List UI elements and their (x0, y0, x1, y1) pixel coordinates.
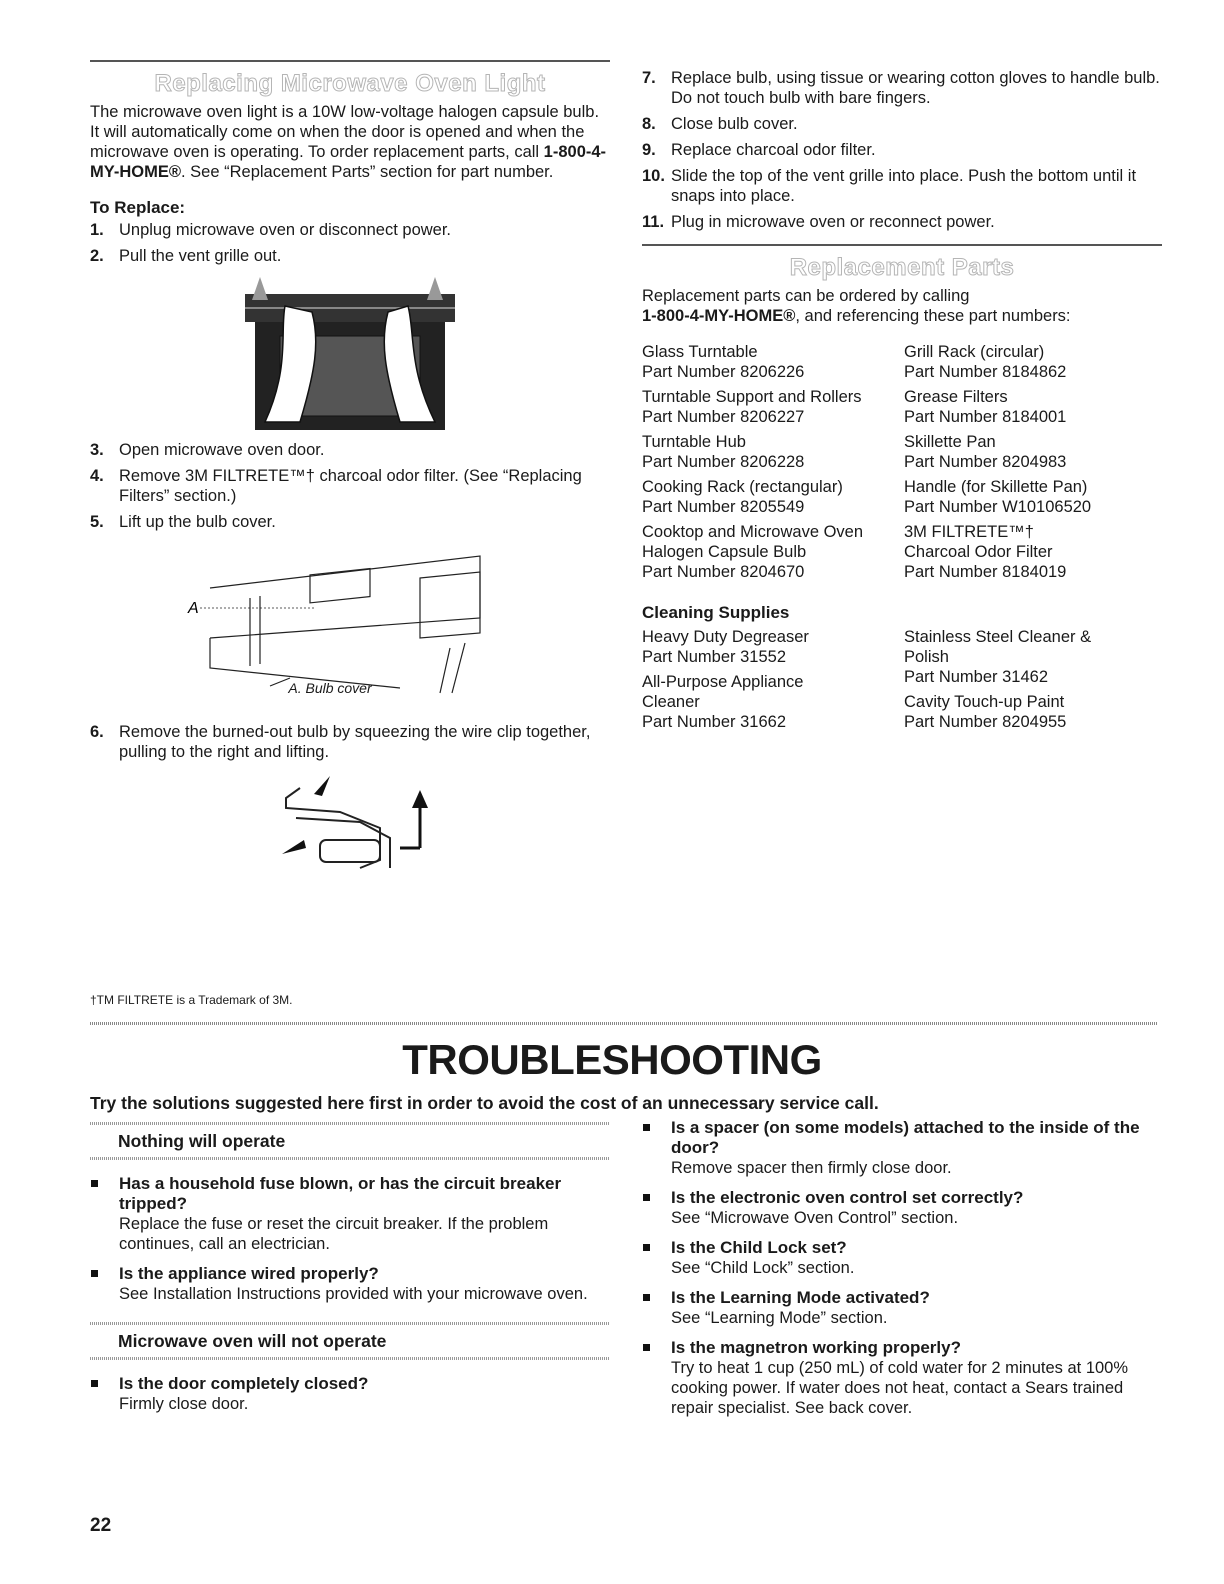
part-line: Halogen Capsule Bulb (642, 543, 807, 561)
question: Is the Child Lock set? (671, 1238, 847, 1257)
part-line: Part Number 8206227 (642, 408, 805, 426)
troubleshooting-title: TROUBLESHOOTING (402, 1036, 822, 1083)
step-number: 8. (642, 115, 656, 133)
step-number: 11. (642, 213, 665, 231)
part-line: Grill Rack (circular) (904, 343, 1045, 361)
light-section-title: Replacing Microwave Oven Light (154, 70, 546, 97)
part-line: Stainless Steel Cleaner & (904, 628, 1092, 646)
part-entry (642, 672, 904, 732)
section-divider (90, 60, 610, 62)
group-will-not-operate (90, 1374, 610, 1414)
step-text: Remove 3M FILTRETE™† charcoal odor filter. (See “Replacing Filters” section.) (119, 467, 582, 505)
part-line: Part Number W10106520 (904, 498, 1092, 516)
square-bullet-icon (643, 1244, 650, 1251)
group-heading-will-not-operate: Microwave oven will not operate (118, 1331, 387, 1351)
step-text: Close bulb cover. (671, 115, 798, 133)
part-entry (904, 692, 1162, 732)
step-item (642, 166, 1162, 206)
part-line: Part Number 31462 (904, 668, 1048, 686)
troubleshooting-item (642, 1118, 1162, 1178)
step-item (90, 440, 610, 460)
question: Has a household fuse blown, or has the circuit breaker tripped? (119, 1174, 562, 1213)
square-bullet-icon (643, 1344, 650, 1351)
section-divider (642, 244, 1162, 246)
part-line: 3M FILTRETE™† (904, 523, 1034, 541)
group-rule (90, 1322, 610, 1325)
parts-column-left (642, 342, 904, 587)
step-item (90, 220, 610, 240)
part-line: Part Number 8205549 (642, 498, 805, 516)
step-item (642, 140, 1162, 160)
cleaning-grid (642, 627, 1162, 737)
part-entry (642, 432, 904, 472)
step-number: 10. (642, 167, 665, 185)
part-line: Part Number 8184019 (904, 563, 1067, 581)
part-line: Turntable Support and Rollers (642, 388, 862, 406)
part-line: Part Number 8184001 (904, 408, 1067, 426)
phone-number: 1-800-4-MY-HOME® (642, 307, 796, 325)
cleaning-column-right (904, 627, 1162, 737)
step-number: 4. (90, 467, 104, 485)
part-entry (642, 387, 904, 427)
part-line: Part Number 8204670 (642, 563, 805, 581)
part-line: Part Number 8184862 (904, 363, 1067, 381)
part-line: Cleaner (642, 693, 700, 711)
part-line: Part Number 8206228 (642, 453, 805, 471)
step-item (642, 114, 1162, 134)
group-rule (90, 1157, 610, 1160)
part-entry (904, 432, 1162, 472)
parts-section-title: Replacement Parts (789, 254, 1015, 281)
parts-column-right (904, 342, 1162, 587)
part-line: Skillette Pan (904, 433, 996, 451)
part-line: Part Number 8204955 (904, 713, 1067, 731)
part-line: Part Number 31662 (642, 713, 786, 731)
step-number: 7. (642, 69, 656, 87)
step-item (642, 68, 1162, 108)
part-line: Polish (904, 648, 949, 666)
steps-list (90, 220, 610, 266)
step-text: Slide the top of the vent grille into place. Push the bottom until it snaps into place. (671, 167, 1137, 205)
step-item (642, 212, 1162, 232)
step-text: Remove the burned-out bulb by squeezing the wire clip together, pulling to the right and lifting. (119, 723, 591, 761)
troubleshooting-left-column (90, 1122, 610, 1424)
parts-intro: Replacement parts can be ordered by calling 1-800-4-MY-HOME®, and referencing these part numbers: (642, 287, 1071, 325)
group-continued (642, 1118, 1162, 1418)
step-text: Replace bulb, using tissue or wearing cotton gloves to handle bulb. Do not touch bulb with bare fingers. (671, 69, 1160, 107)
part-entry (642, 522, 904, 582)
step-text: Pull the vent grille out. (119, 247, 282, 265)
part-line: Part Number 8204983 (904, 453, 1067, 471)
question: Is a spacer (on some models) attached to the inside of the door? (671, 1118, 1140, 1157)
answer: See “Child Lock” section. (671, 1259, 855, 1277)
step-number: 2. (90, 247, 104, 265)
answer: Try to heat 1 cup (250 mL) of cold water for 2 minutes at 100% cooking power. If water does not heat, contact a Sears trained repair specialist. See back cover. (671, 1359, 1129, 1417)
vent-grille-figure (90, 272, 610, 440)
troubleshooting-right-column (642, 1108, 1162, 1428)
right-column (642, 60, 1162, 737)
bulb-removal-figure (90, 768, 610, 888)
group-nothing-operates (90, 1174, 610, 1304)
cleaning-column-left (642, 627, 904, 737)
figure-caption: A. Bulb cover (288, 680, 372, 696)
square-bullet-icon (91, 1180, 98, 1187)
part-entry (904, 477, 1162, 517)
part-entry (904, 522, 1162, 582)
step-number: 1. (90, 221, 104, 239)
part-line: Heavy Duty Degreaser (642, 628, 809, 646)
part-line: Cooktop and Microwave Oven (642, 523, 864, 541)
part-entry (642, 342, 904, 382)
square-bullet-icon (643, 1194, 650, 1201)
parts-grid (642, 342, 1162, 587)
part-line: All-Purpose Appliance (642, 673, 804, 691)
square-bullet-icon (643, 1294, 650, 1301)
step-item (90, 246, 610, 266)
left-column (90, 60, 610, 888)
troubleshooting-intro: Try the solutions suggested here first in order to avoid the cost of an unnecessary service call. (90, 1093, 879, 1113)
bulb-cover-illustration (90, 538, 610, 698)
question: Is the door completely closed? (119, 1374, 369, 1393)
answer: Remove spacer then firmly close door. (671, 1159, 952, 1177)
step-number: 3. (90, 441, 104, 459)
answer: See Installation Instructions provided with your microwave oven. (119, 1285, 588, 1303)
question: Is the magnetron working properly? (671, 1338, 961, 1357)
part-line: Charcoal Odor Filter (904, 543, 1053, 561)
figure-label-a: A (188, 600, 199, 617)
part-entry (904, 342, 1162, 382)
answer: Replace the fuse or reset the circuit breaker. If the problem continues, call an electrician. (119, 1215, 549, 1253)
group-rule (90, 1357, 610, 1360)
troubleshooting-item (642, 1188, 1162, 1228)
group-rule (90, 1122, 610, 1125)
steps-list (90, 440, 610, 532)
to-replace-heading: To Replace: (90, 198, 186, 217)
troubleshooting-item (90, 1264, 610, 1304)
cleaning-supplies-heading: Cleaning Supplies (642, 603, 790, 622)
answer: Firmly close door. (119, 1395, 249, 1413)
steps-list (642, 68, 1162, 232)
square-bullet-icon (91, 1380, 98, 1387)
question: Is the appliance wired properly? (119, 1264, 379, 1283)
question: Is the electronic oven control set correctly? (671, 1188, 1024, 1207)
bulb-removal-illustration (90, 768, 610, 888)
part-entry (642, 477, 904, 517)
part-line: Glass Turntable (642, 343, 758, 361)
square-bullet-icon (91, 1270, 98, 1277)
square-bullet-icon (643, 1124, 650, 1131)
answer: See “Microwave Oven Control” section. (671, 1209, 959, 1227)
step-number: 9. (642, 141, 656, 159)
step-item (90, 722, 610, 762)
troubleshooting-item (90, 1374, 610, 1414)
answer: See “Learning Mode” section. (671, 1309, 888, 1327)
group-heading-nothing-operates: Nothing will operate (118, 1131, 286, 1151)
bulb-cover-figure (90, 538, 610, 716)
part-line: Part Number 8206226 (642, 363, 805, 381)
step-item (90, 512, 610, 532)
step-text: Unplug microwave oven or disconnect power. (119, 221, 452, 239)
part-line: Part Number 31552 (642, 648, 786, 666)
troubleshooting-item (642, 1288, 1162, 1328)
step-number: 5. (90, 513, 104, 531)
troubleshooting-item (642, 1338, 1162, 1418)
page-number: 22 (90, 1515, 112, 1536)
vent-grille-illustration (90, 272, 610, 440)
trademark-footnote: †TM FILTRETE is a Trademark of 3M. (90, 993, 293, 1007)
part-entry (642, 627, 904, 667)
part-line: Cavity Touch-up Paint (904, 693, 1065, 711)
part-entry (904, 627, 1162, 687)
part-line: Handle (for Skillette Pan) (904, 478, 1088, 496)
light-intro: The microwave oven light is a 10W low-voltage halogen capsule bulb. It will automatically come on when the door is opened and when the microwave oven is operating. To order replacement parts, call 1-800-4-MY-HOME®. See “Replacement Parts” section for part number. (90, 103, 607, 181)
steps-list (90, 722, 610, 762)
step-text: Replace charcoal odor filter. (671, 141, 876, 159)
question: Is the Learning Mode activated? (671, 1288, 930, 1307)
step-text: Lift up the bulb cover. (119, 513, 276, 531)
part-line: Turntable Hub (642, 433, 746, 451)
step-item (90, 466, 610, 506)
troubleshooting-item (90, 1174, 610, 1254)
part-line: Grease Filters (904, 388, 1008, 406)
step-text: Open microwave oven door. (119, 441, 325, 459)
phone-number: 1-800-4-MY-HOME® (90, 143, 607, 181)
part-entry (904, 387, 1162, 427)
step-text: Plug in microwave oven or reconnect power. (671, 213, 995, 231)
troubleshooting-item (642, 1238, 1162, 1278)
step-number: 6. (90, 723, 104, 741)
section-divider (90, 1022, 1158, 1025)
part-line: Cooking Rack (rectangular) (642, 478, 843, 496)
